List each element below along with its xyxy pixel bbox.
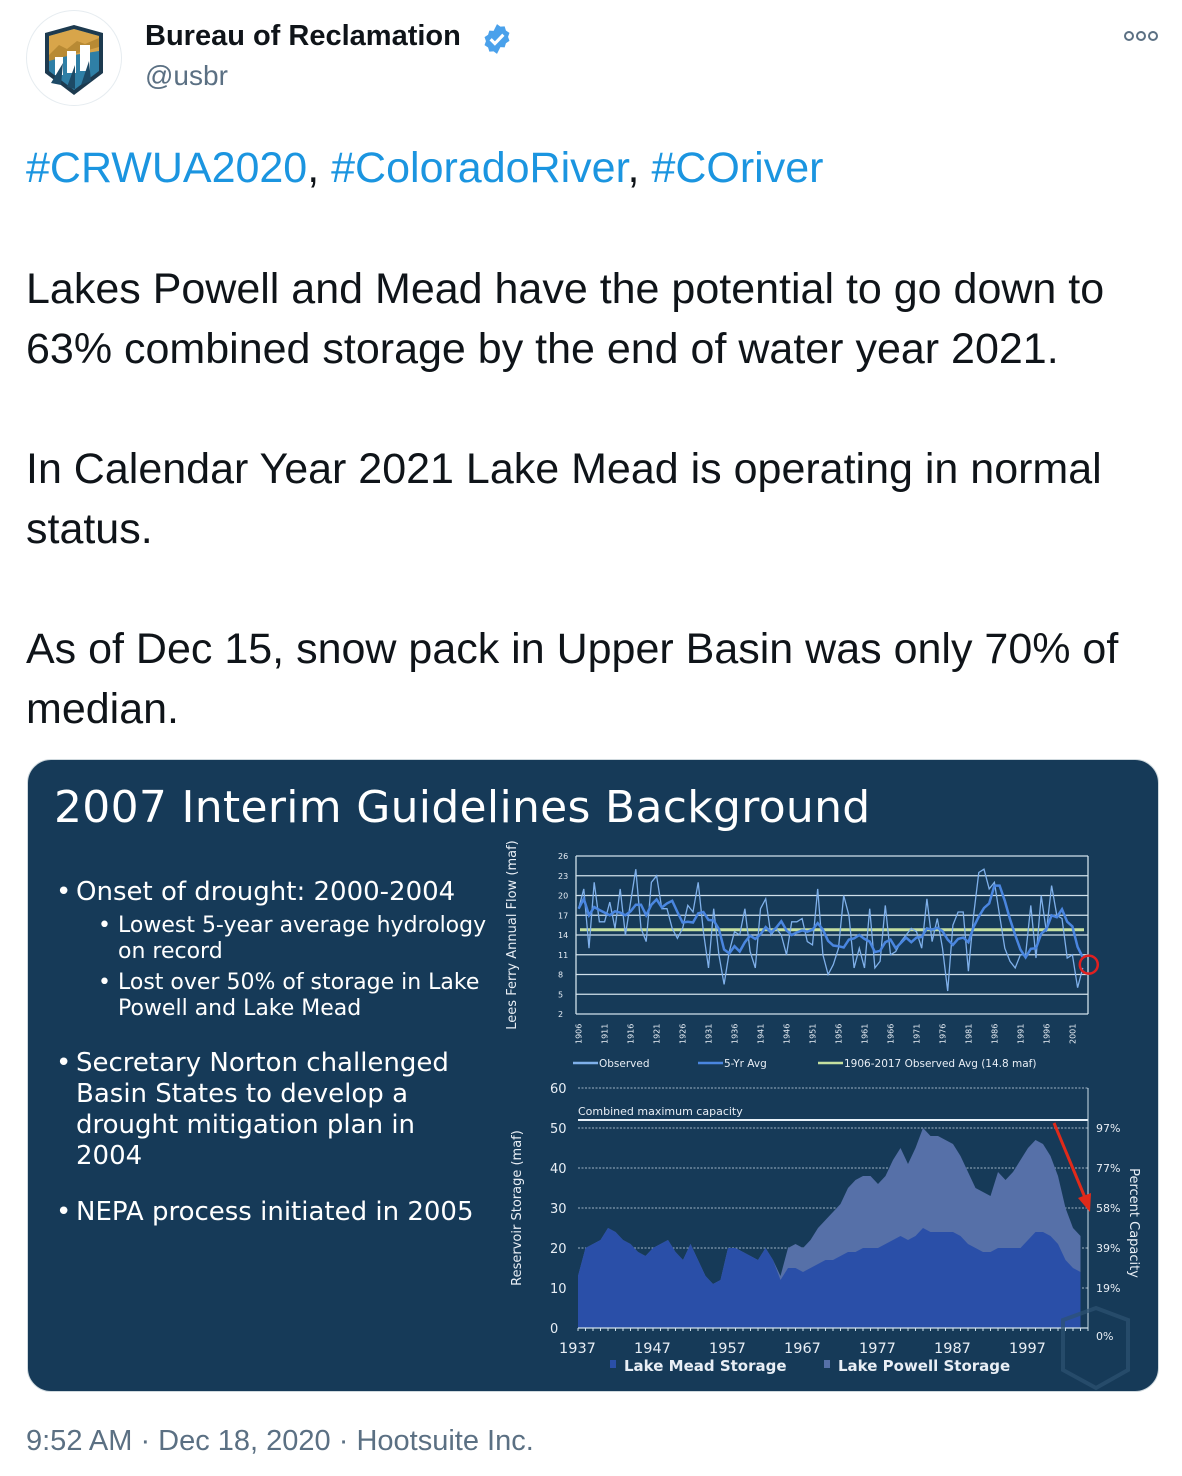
y-tick-label: 50 — [550, 1122, 567, 1137]
x-tick-label: 1967 — [784, 1341, 821, 1357]
x-tick-label: 2001 — [1068, 1023, 1078, 1044]
y2-axis-title: Percent Capacity — [1126, 1168, 1141, 1278]
y-tick-label: 11 — [558, 950, 569, 960]
x-tick-label: 1987 — [934, 1341, 971, 1357]
verified-badge-icon — [480, 22, 514, 56]
bullet-text: Powell and Lake Mead — [118, 996, 362, 1021]
x-tick-label: 1906 — [574, 1023, 584, 1044]
bullet-dot: • — [56, 1048, 72, 1078]
author-handle[interactable]: @usbr — [145, 60, 228, 91]
x-tick-label: 1977 — [859, 1341, 896, 1357]
y-tick-label: 60 — [550, 1082, 567, 1097]
legend-label: 1906-2017 Observed Avg (14.8 maf) — [844, 1058, 1037, 1070]
y-tick-label: 8 — [558, 970, 564, 980]
x-tick-label: 1911 — [600, 1023, 610, 1044]
bullet-text: Lost over 50% of storage in Lake — [118, 970, 480, 995]
tweet-paragraph — [26, 439, 1102, 559]
highlight-circle — [1080, 956, 1098, 974]
hashtag-link[interactable]: #COriver — [651, 144, 824, 192]
x-tick-label: 1947 — [634, 1341, 671, 1357]
legend-label: 5-Yr Avg — [724, 1058, 767, 1070]
bullet-text: drought mitigation plan in — [76, 1110, 416, 1140]
x-tick-label: 1951 — [808, 1023, 818, 1044]
tweet-paragraph — [26, 619, 1118, 739]
trend-arrowhead — [1078, 1193, 1091, 1212]
bullet-text: on record — [118, 939, 223, 964]
hashtag-link[interactable]: #ColoradoRiver — [331, 144, 628, 192]
legend-label: Lake Mead Storage — [624, 1357, 787, 1375]
slide-title: 2007 Interim Guidelines Background — [54, 782, 871, 833]
y-tick-label: 30 — [550, 1202, 567, 1217]
x-tick-label: 1957 — [709, 1341, 746, 1357]
x-tick-label: 1986 — [990, 1023, 1000, 1044]
bullet-text: Secretary Norton challenged — [76, 1048, 449, 1078]
x-tick-label: 1961 — [860, 1023, 870, 1044]
y2-tick-label: 97% — [1096, 1122, 1121, 1135]
tweet-image[interactable] — [27, 759, 1159, 1392]
x-tick-label: 1921 — [652, 1023, 662, 1044]
y-tick-label: 0 — [550, 1322, 559, 1337]
bullet-dot: • — [56, 1197, 72, 1227]
bullet-dot: • — [98, 970, 111, 995]
y-tick-label: 2 — [558, 1010, 564, 1019]
x-tick-label: 1916 — [626, 1023, 636, 1044]
x-tick-label: 1991 — [1016, 1023, 1026, 1044]
y-axis-title: Reservoir Storage (maf) — [510, 1130, 525, 1286]
x-tick-label: 1926 — [678, 1023, 688, 1044]
x-tick-label: 1981 — [964, 1023, 974, 1044]
more-horizontal-icon[interactable] — [1122, 26, 1160, 46]
hashtag-line — [26, 138, 823, 198]
slide-charts — [28, 760, 1159, 1392]
bullet-dot: • — [56, 877, 72, 907]
legend-label: Lake Powell Storage — [838, 1357, 1011, 1375]
x-tick-label: 1941 — [756, 1023, 766, 1044]
y2-tick-label: 77% — [1096, 1162, 1121, 1175]
x-tick-label: 1931 — [704, 1023, 714, 1044]
tweet-paragraph — [26, 259, 1104, 379]
text-line: status. — [26, 505, 153, 553]
y2-tick-label: 0% — [1096, 1330, 1114, 1343]
avatar[interactable] — [26, 10, 122, 106]
tweet-timestamp[interactable]: 9:52 AM · Dec 18, 2020 · Hootsuite Inc. — [26, 1425, 534, 1457]
y-axis-title: Lees Ferry Annual Flow (maf) — [505, 840, 520, 1030]
y-tick-label: 14 — [558, 931, 569, 940]
reclamation-logo-icon — [27, 11, 121, 105]
y-tick-label: 17 — [558, 911, 569, 921]
text-line: In Calendar Year 2021 Lake Mead is operating in normal — [26, 445, 1102, 493]
legend-label: Observed — [599, 1058, 650, 1070]
separator: , — [627, 144, 652, 192]
bullet-text: Onset of drought: 2000-2004 — [76, 877, 456, 907]
legend-swatch — [610, 1360, 616, 1368]
bullet-text: NEPA process initiated in 2005 — [76, 1197, 474, 1227]
y-tick-label: 20 — [558, 891, 569, 901]
bullet-text: 2004 — [76, 1141, 143, 1171]
x-tick-label: 1976 — [938, 1023, 948, 1044]
x-tick-label: 1946 — [782, 1023, 792, 1044]
text-line: Lakes Powell and Mead have the potential to go down to — [26, 265, 1105, 313]
max-capacity-label: Combined maximum capacity — [578, 1105, 743, 1118]
y2-tick-label: 39% — [1096, 1242, 1121, 1255]
y-tick-label: 23 — [558, 871, 569, 881]
bullet-text: Basin States to develop a — [76, 1079, 408, 1109]
legend-swatch — [824, 1360, 830, 1368]
y-tick-label: 5 — [558, 990, 564, 1000]
text-line: As of Dec 15, snow pack in Upper Basin was only 70% of — [26, 625, 1119, 673]
x-tick-label: 1966 — [886, 1023, 896, 1044]
y2-tick-label: 19% — [1096, 1282, 1121, 1295]
bullet-text: Lowest 5-year average hydrology — [118, 913, 487, 938]
text-line: 63% combined storage by the end of water year 2021. — [26, 325, 1059, 373]
bullet-dot: • — [98, 913, 111, 938]
x-tick-label: 1937 — [559, 1341, 596, 1357]
y-tick-label: 26 — [558, 852, 569, 861]
x-tick-label: 1996 — [1042, 1023, 1052, 1044]
hashtag-link[interactable]: #CRWUA2020 — [26, 144, 308, 192]
x-tick-label: 1956 — [834, 1023, 844, 1044]
x-tick-label: 1936 — [730, 1023, 740, 1044]
separator: , — [307, 144, 332, 192]
five-year-average-line — [579, 886, 1083, 958]
x-tick-label: 1997 — [1009, 1341, 1046, 1357]
author-name[interactable]: Bureau of Reclamation — [145, 20, 461, 52]
y-tick-label: 10 — [550, 1282, 567, 1297]
y-tick-label: 20 — [550, 1242, 567, 1257]
y-tick-label: 40 — [550, 1162, 567, 1177]
x-tick-label: 1971 — [912, 1023, 922, 1044]
text-line: median. — [26, 685, 179, 733]
y2-tick-label: 58% — [1096, 1202, 1121, 1215]
